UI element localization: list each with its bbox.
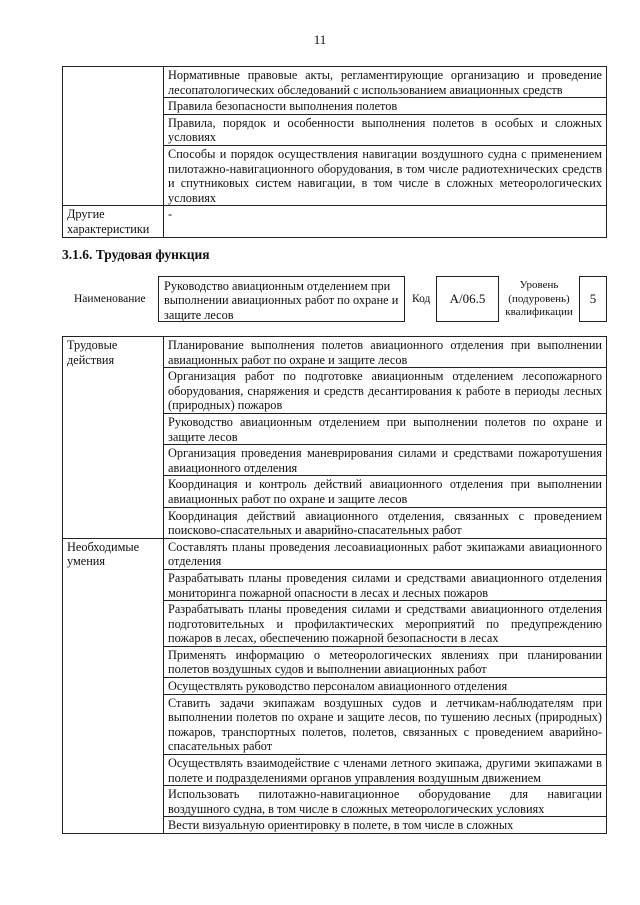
labor-action-item: Координация и контроль действий авиационного отделения при выполнении авиационных работ по охране и защите лесов bbox=[164, 476, 607, 507]
labor-action-item: Организация работ по подготовке авиационным отделением лесопожарного оборудования, снаряжения и средств десантирования к работе в периоды лесных (природных) пожаров bbox=[164, 368, 607, 414]
knowledge-item: Нормативные правовые акты, регламентирующие организацию и проведение лесопатологических обследований с использованием авиационных средств bbox=[164, 67, 607, 98]
qualification-level-label: Уровень (подуровень) квалификации bbox=[505, 279, 573, 318]
skill-item: Вести визуальную ориентировку в полете, в том числе в сложных bbox=[164, 817, 607, 834]
skill-item: Разрабатывать планы проведения силами и средствами авиационного отделения мониторинга пожарной опасности в лесах и лесных пожаров bbox=[164, 569, 607, 600]
skill-item: Разрабатывать планы проведения силами и средствами авиационного отделения подготовительных и профилактических мероприятий по предупреждению пожаров в лесах, обеспечению пожарной безопасности в лесах bbox=[164, 601, 607, 647]
knowledge-continuation-table bbox=[62, 66, 607, 238]
skill-item: Осуществлять взаимодействие с членами летного экипажа, другими экипажами в полете и подразделениями органов управления воздушным движением bbox=[164, 755, 607, 786]
knowledge-item: Правила, порядок и особенности выполнения полетов в особых и сложных условиях bbox=[164, 114, 607, 145]
table-row bbox=[63, 206, 607, 237]
labor-action-item: Планирование выполнения полетов авиационного отделения при выполнении авиационных работ по охране и защите лесов bbox=[164, 337, 607, 368]
labor-actions-label: Трудовые действия bbox=[67, 338, 118, 367]
table-row bbox=[63, 538, 607, 569]
knowledge-item: Правила безопасности выполнения полетов bbox=[164, 98, 607, 115]
table-row bbox=[63, 67, 607, 98]
skill-item: Составлять планы проведения лесоавиационных работ экипажами авиационного отделения bbox=[164, 538, 607, 569]
table-row bbox=[63, 337, 607, 368]
other-characteristics-label: Другие характеристики bbox=[63, 206, 164, 237]
required-skills-label: Необходимые умения bbox=[67, 539, 140, 569]
required-skills-label-cell bbox=[63, 538, 164, 833]
skill-item: Применять информацию о метеорологических явлениях при планировании полетов воздушных судов и выполнении авиационных работ bbox=[164, 646, 607, 677]
empty-label-cell bbox=[63, 67, 164, 206]
knowledge-item: Способы и порядок осуществления навигации воздушного судна с применением пилотажно-навигационного оборудования, в том числе радиотехнических средств и спутниковых систем навигации, в том числе в сложных метеорологических условиях bbox=[164, 145, 607, 205]
function-name-box bbox=[158, 276, 405, 322]
labor-action-item: Координация действий авиационного отделения, связанных с проведением поисково-спасательных и аварийно-спасательных работ bbox=[164, 507, 607, 538]
function-name-value: Руководство авиационным отделением при выполнении авиационных работ по охране и защите лесов bbox=[164, 279, 399, 322]
labor-function-table bbox=[62, 336, 607, 834]
code-label: Код bbox=[412, 293, 431, 305]
code-box bbox=[436, 276, 499, 322]
labor-action-item: Руководство авиационным отделением при выполнении полетов по охране и защите лесов bbox=[164, 413, 607, 444]
code-value: А/06.5 bbox=[449, 291, 486, 306]
skill-item: Ставить задачи экипажам воздушных судов и летчикам-наблюдателям при выполнении полетов по охране и защите лесов, по тушению лесных (природных) пожаров, транспортных полетов, полетов, связанных с проведением аварийно-спасательных работ bbox=[164, 694, 607, 754]
qualification-level-box bbox=[579, 276, 607, 322]
qualification-level-value: 5 bbox=[589, 291, 597, 306]
skill-item: Использовать пилотажно-навигационное оборудование для навигации воздушного судна, в том числе в сложных метеорологических условиях bbox=[164, 786, 607, 817]
section-title: 3.1.6. Трудовая функция bbox=[62, 247, 210, 262]
labor-action-item: Организация проведения маневрирования силами и средствами пожаротушения авиационного отделения bbox=[164, 445, 607, 476]
other-characteristics-value: - bbox=[164, 206, 607, 237]
skill-item: Осуществлять руководство персоналом авиационного отделения bbox=[164, 678, 607, 695]
name-label: Наименование bbox=[74, 293, 146, 305]
labor-actions-label-cell bbox=[63, 337, 164, 539]
page-number: 11 bbox=[313, 32, 327, 47]
